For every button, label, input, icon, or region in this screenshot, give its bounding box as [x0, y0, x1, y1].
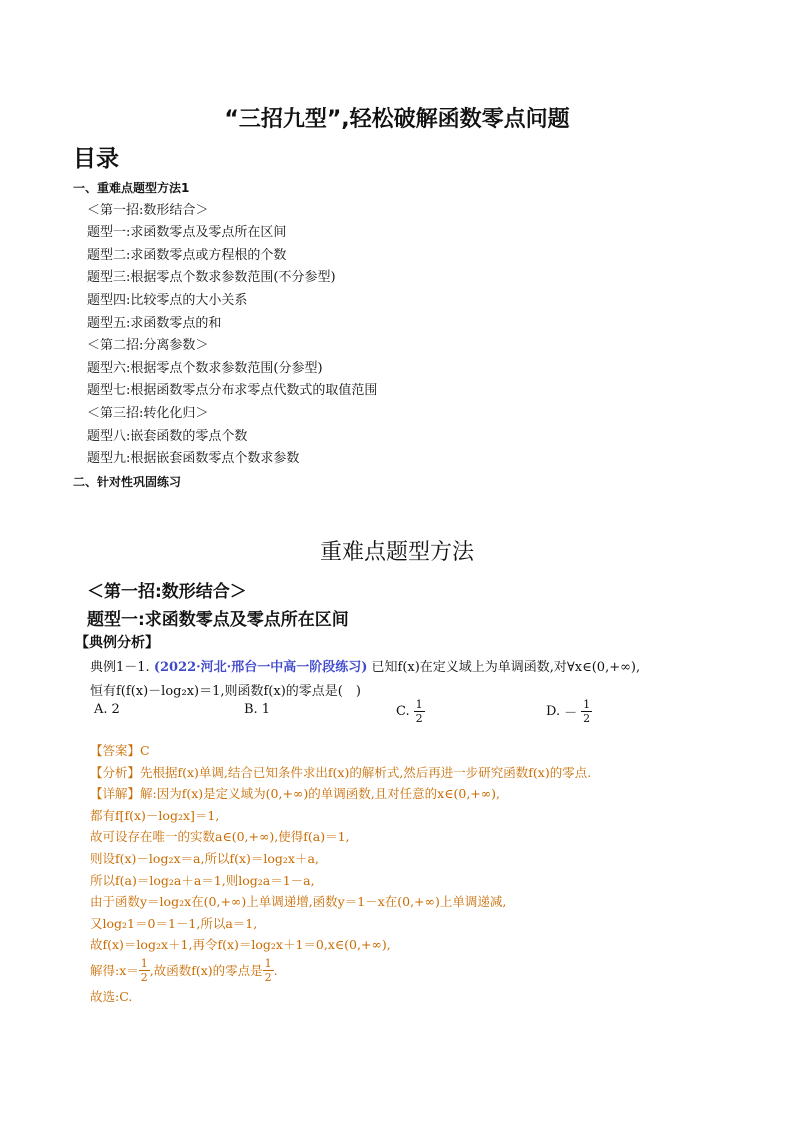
fraction-denominator: 2: [264, 971, 272, 985]
solution-line: 【详解】解:因为f(x)是定义域为(0,+∞)的单调函数,且对任意的x∈(0,+∞),: [90, 786, 501, 802]
solution-line: 故f(x)＝log₂x＋1,再令f(x)＝log₂x＋1＝0,x∈(0,+∞),: [90, 937, 391, 953]
final-mid: ,故函数f(x)的零点是: [149, 963, 263, 979]
example-question: [90, 656, 740, 704]
fraction-denominator: 2: [583, 712, 591, 725]
toc-item[interactable]: 题型八:嵌套函数的零点个数: [87, 428, 248, 444]
option-d[interactable]: [546, 698, 592, 725]
option-d-fraction: [581, 698, 592, 725]
option-d-label: D.: [546, 704, 561, 719]
fraction-numerator: 1: [264, 957, 272, 971]
toc-item[interactable]: 题型二:求函数零点或方程根的个数: [87, 247, 287, 263]
question-number: 典例1－1.: [90, 660, 150, 675]
solution-block: [90, 740, 730, 1008]
option-a-value: 2: [111, 702, 120, 717]
option-b-value: 1: [261, 702, 270, 717]
analysis-line: 【分析】先根据f(x)单调,结合已知条件求出f(x)的解析式,然后再进一步研究函数f(x)的零点.: [90, 764, 592, 780]
toc-item[interactable]: 一、重难点题型方法1: [73, 181, 190, 195]
fraction-numerator: 1: [583, 698, 591, 711]
solution-line: 所以f(a)＝log₂a＋a＝1,则log₂a＝1－a,: [90, 872, 315, 888]
question-text-line2: 恒有f(f(x)－log₂x)＝1,则函数f(x)的零点是( ): [90, 684, 361, 699]
final-prefix: 解得:x＝: [90, 963, 139, 979]
conclusion-line: 故选:C.: [90, 988, 133, 1004]
table-of-contents: [73, 177, 377, 493]
option-b-label: B.: [244, 702, 258, 717]
toc-item[interactable]: 二、针对性巩固练习: [73, 474, 182, 489]
toc-item[interactable]: 题型九:根据嵌套函数零点个数求参数: [87, 451, 300, 467]
fraction-denominator: 2: [415, 712, 423, 725]
option-d-sign: －: [564, 706, 578, 721]
fraction-denominator: 2: [140, 971, 148, 985]
solution-line: 则设f(x)－log₂x＝a,所以f(x)＝log₂x＋a,: [90, 850, 319, 866]
solution-line: 又log₂1＝0＝1－1,所以a＝1,: [90, 915, 258, 931]
solution-line: 故可设存在唯一的实数a∈(0,+∞),使得f(a)＝1,: [90, 829, 350, 845]
answer-line: 【答案】C: [90, 743, 150, 758]
option-b[interactable]: [244, 702, 270, 717]
final-end: .: [273, 963, 278, 979]
analysis-label: 【典例分析】: [75, 635, 159, 651]
option-c-fraction: [414, 698, 425, 725]
final-fraction-2: [263, 957, 274, 984]
fraction-numerator: 1: [140, 957, 148, 971]
toc-item[interactable]: 题型一:求函数零点及零点所在区间: [87, 225, 287, 241]
question-text-line1: 已知f(x)在定义域上为单调函数,对∀x∈(0,+∞),: [371, 660, 641, 675]
toc-item[interactable]: ＜第一招:数形结合＞: [87, 202, 209, 218]
toc-item[interactable]: ＜第三招:转化化归＞: [87, 405, 209, 421]
toc-item[interactable]: 题型七:根据函数零点分布求零点代数式的取值范围: [87, 383, 378, 399]
final-fraction: [139, 957, 150, 984]
option-c[interactable]: [396, 698, 425, 725]
toc-heading: 目录: [73, 146, 119, 172]
move-title: ＜第一招:数形结合＞: [87, 582, 247, 602]
solution-line: 由于函数y＝log₂x在(0,+∞)上单调递增,函数y＝1－x在(0,+∞)上单调递减,: [90, 894, 507, 910]
toc-item[interactable]: 题型四:比较零点的大小关系: [87, 292, 248, 308]
toc-item[interactable]: 题型六:根据零点个数求参数范围(分参型): [87, 360, 323, 376]
option-c-label: C.: [396, 704, 410, 719]
toc-item[interactable]: 题型五:求函数零点的和: [87, 315, 222, 331]
question-source: (2022·河北·邢台一中高一阶段练习): [153, 660, 368, 675]
toc-item[interactable]: ＜第二招:分离参数＞: [87, 338, 209, 354]
option-a[interactable]: [94, 702, 120, 717]
answer-options: [90, 698, 690, 732]
section-title: 重难点题型方法: [319, 540, 474, 565]
fraction-numerator: 1: [415, 698, 423, 711]
solution-line: 都有f[f(x)－log₂x]＝1,: [90, 807, 220, 823]
document-title: “三招九型”,轻松破解函数零点问题: [224, 107, 570, 132]
toc-item[interactable]: 题型三:根据零点个数求参数范围(不分参型): [87, 270, 336, 286]
option-a-label: A.: [94, 702, 108, 717]
type-title: 题型一:求函数零点及零点所在区间: [87, 610, 349, 630]
solution-final-line: [90, 956, 730, 986]
